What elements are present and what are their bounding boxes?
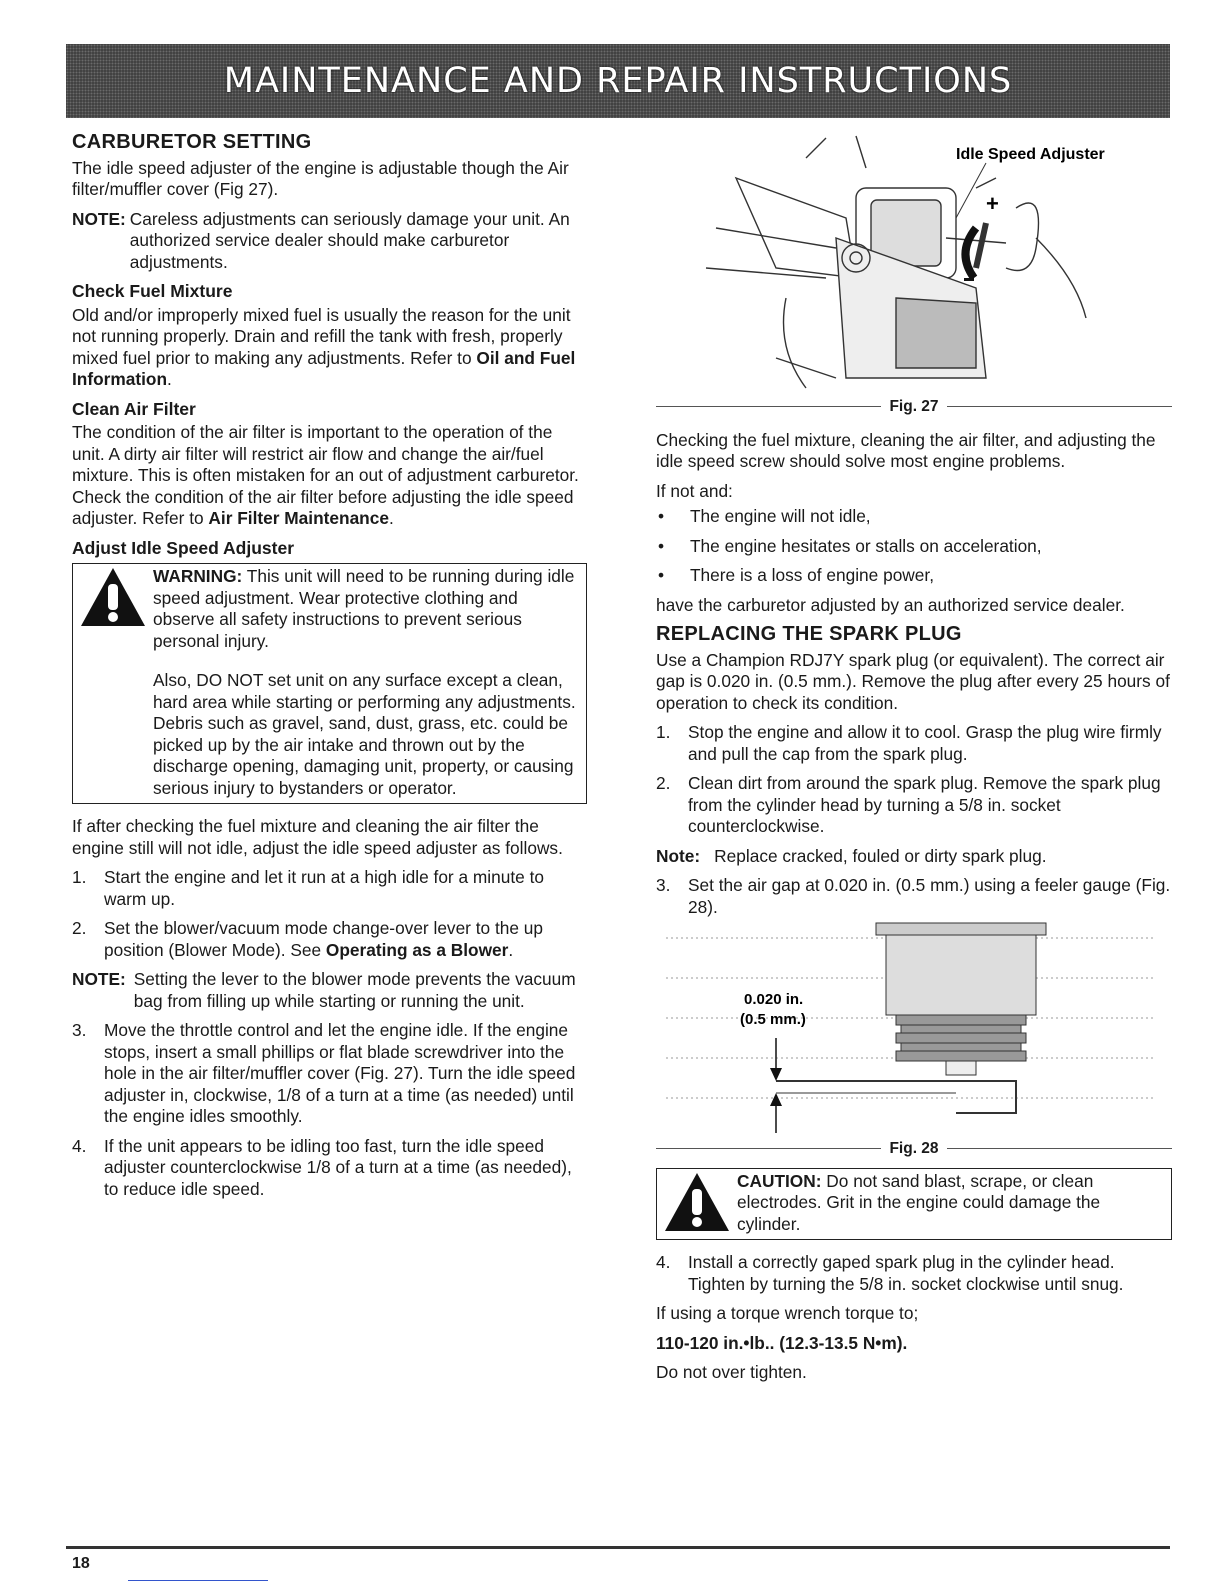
caution-triangle-icon <box>657 1171 737 1236</box>
svg-text:+: + <box>986 191 999 216</box>
fuel-heading: Check Fuel Mixture <box>72 281 233 301</box>
spark-plug-heading: REPLACING THE SPARK PLUG <box>656 623 962 645</box>
warning-text: WARNING: This unit will need to be running during idle speed adjustment. Wear protective clothing and observe all safety instructions to prevent serious personal injury. <box>153 566 575 651</box>
if-not-text: If not and: <box>656 480 733 501</box>
spark-step-3: 3. Set the air gap at 0.020 in. (0.5 mm.) using a feeler gauge (Fig. 28). <box>656 875 1171 917</box>
note-replace: Note: Replace cracked, fouled or dirty spark plug. <box>656 845 1047 866</box>
list-item: • The engine will not idle, <box>658 506 871 526</box>
figure-27-caption: Fig. 27 <box>656 396 1172 418</box>
fuel-paragraph: Old and/or improperly mixed fuel is usually the reason for the unit not running properly. Drain and refill the tank with fresh, properly mixed fuel prior to making any adjustments. Refer to Oil and Fuel Information. <box>72 304 576 389</box>
warning-text-2: Also, DO NOT set unit on any surface except a clean, hard area while starting or performing any adjustments. Debris such as gravel, sand, dust, grass, etc. could be picked up by the air intake and thrown out by the discharge opening, damaging unit, property, or causing serious injury to bystanders or operator. <box>153 670 576 798</box>
section-banner <box>66 44 1170 118</box>
gap-mm-label: (0.5 mm.) <box>740 1011 806 1028</box>
warning-label: WARNING: <box>153 566 243 586</box>
spark-intro: Use a Champion RDJ7Y spark plug (or equivalent). The correct air gap is 0.020 in. (0.5 mm.). Remove the plug after every 25 hours of operation to check its condition. <box>656 649 1170 713</box>
carburetor-heading: CARBURETOR SETTING <box>72 131 312 153</box>
gap-inches-label: 0.020 in. <box>744 991 804 1008</box>
warning-triangle-icon <box>73 566 153 799</box>
step-1: 1. Start the engine and let it run at a high idle for a minute to warm up. <box>72 867 544 909</box>
spark-step-1: 1. Stop the engine and allow it to cool. Grasp the plug wire firmly and pull the cap from the spark plug. <box>656 722 1162 764</box>
left-column <box>72 132 587 1208</box>
spark-step-4: 4. Install a correctly gaped spark plug in the cylinder head. Tighten by turning the 5/8 in. socket clockwise until snug. <box>656 1252 1124 1294</box>
fuel-reference: Oil and Fuel Information <box>72 347 576 389</box>
check-paragraph: Checking the fuel mixture, cleaning the air filter, and adjusting the idle speed screw should solve most engine problems. <box>656 429 1156 471</box>
figure-27 <box>656 128 1172 396</box>
note-text: Careless adjustments can seriously damage your unit. An authorized service dealer should make carburetor adjustments. <box>129 208 570 272</box>
have-paragraph: have the carburetor adjusted by an authorized service dealer. <box>656 594 1125 615</box>
torque-intro: If using a torque wrench torque to; <box>656 1303 919 1323</box>
figure-28-caption: Fig. 28 <box>656 1138 1172 1160</box>
figure-28 <box>656 918 1172 1138</box>
caution-text: CAUTION: Do not sand blast, scrape, or clean electrodes. Grit in the engine could damage the cylinder. <box>737 1170 1101 1234</box>
note-blower: NOTE: Setting the lever to the blower mode prevents the vacuum bag from filling up while starting or running the unit. <box>72 969 576 1011</box>
idle-speed-heading: Adjust Idle Speed Adjuster <box>72 537 295 558</box>
idle-speed-adjuster-label: Idle Speed Adjuster <box>956 146 1105 163</box>
page-number: 18 <box>72 1555 90 1572</box>
air-filter-reference: Air Filter Maintenance <box>208 508 389 528</box>
note-label: NOTE: <box>72 208 126 229</box>
blower-reference: Operating as a Blower <box>325 939 509 960</box>
carburetor-intro: The idle speed adjuster of the engine is adjustable though the Air filter/muffler cover (Fig 27). <box>72 157 569 199</box>
air-filter-paragraph: The condition of the air filter is important to the operation of the unit. A dirty air filter will restrict air flow and change the air/fuel mixture. This is often mistaken for an out of adjustment carburetor. Check the condition of the air filter before adjusting the idle speed adjuster. Refer to Air Filter Maintenance. <box>72 422 579 528</box>
step-3: 3. Move the throttle control and let the engine idle. If the engine stops, insert a small phillips or flat blade screwdriver into the hole in the air filter/muffler cover (Fig. 27). Turn the idle speed adjuster in, clockwise, 1/8 of a turn at a time (as needed) until the engine idles smoothly. <box>72 1020 576 1126</box>
no-over-tighten: Do not over tighten. <box>656 1362 807 1382</box>
air-filter-heading: Clean Air Filter <box>72 398 196 419</box>
footer-link-underline <box>128 1580 268 1581</box>
after-paragraph: If after checking the fuel mixture and cleaning the air filter the engine still will not idle, adjust the idle speed adjuster as follows. <box>72 816 563 858</box>
right-column <box>656 128 1172 1392</box>
footer-rule <box>66 1546 1170 1549</box>
warning-box <box>72 563 587 804</box>
step-4: 4. If the unit appears to be idling too fast, turn the idle speed adjuster counterclockwise 1/8 of a turn at a time (as needed), to reduce idle speed. <box>72 1135 572 1199</box>
torque-value: 110-120 in.•lb.. (12.3-13.5 N•m). <box>656 1332 908 1353</box>
spark-plug-gap-illustration <box>656 918 1172 1138</box>
caution-label: CAUTION: <box>737 1170 822 1191</box>
note-careless <box>72 209 587 274</box>
page-title: MAINTENANCE AND REPAIR INSTRUCTIONS <box>223 61 1013 101</box>
spark-step-2: 2. Clean dirt from around the spark plug. Remove the spark plug from the cylinder head by turning a 5/8 in. socket counterclockwise. <box>656 773 1161 836</box>
list-item: • The engine hesitates or stalls on acceleration, <box>658 535 1042 556</box>
list-item: • There is a loss of engine power, <box>658 565 934 585</box>
step-2: 2. Set the blower/vacuum mode change-over lever to the up position (Blower Mode). See Operating as a Blower. <box>72 918 544 960</box>
caution-box <box>656 1168 1172 1241</box>
blower-engine-illustration <box>656 128 1172 396</box>
